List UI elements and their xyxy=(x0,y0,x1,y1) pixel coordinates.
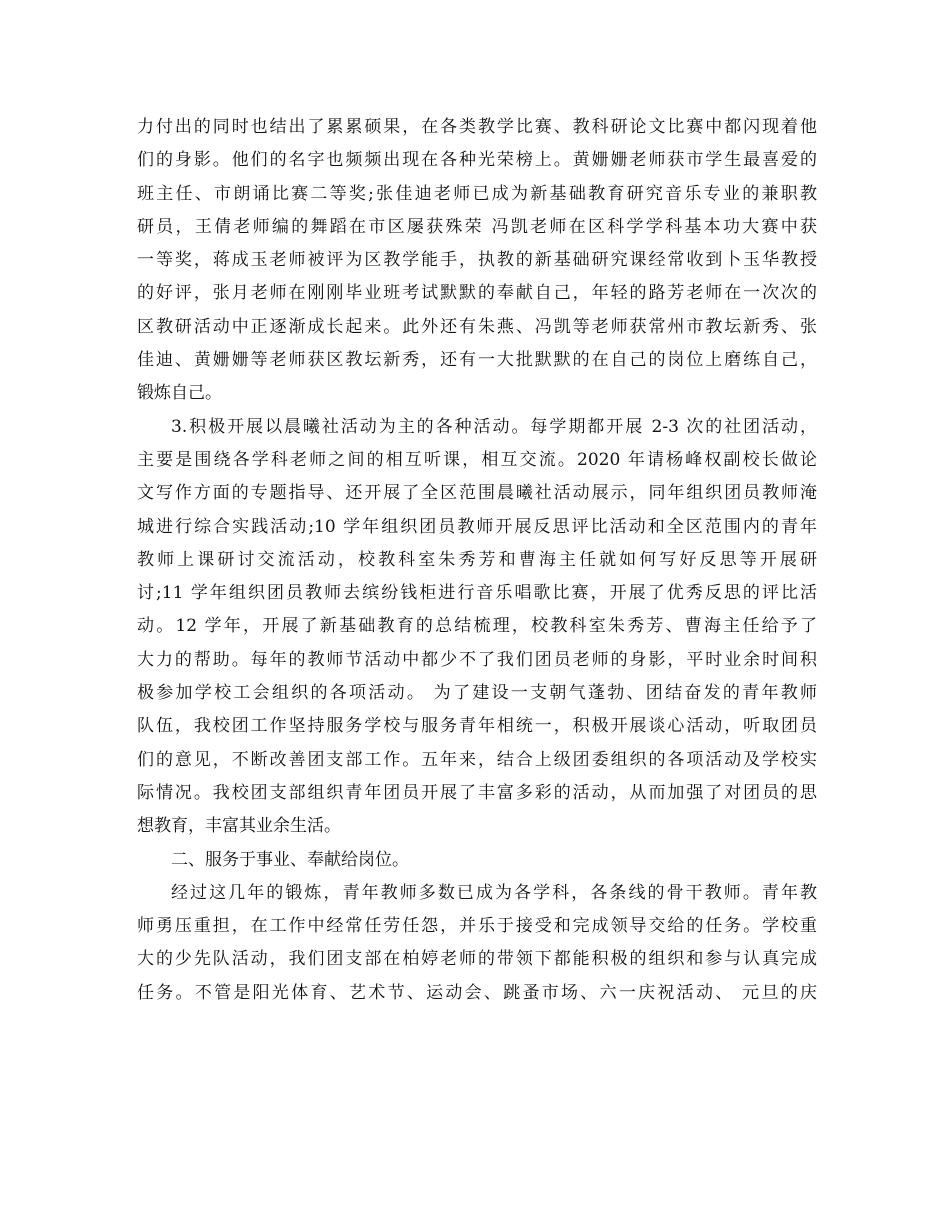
paragraph-service xyxy=(137,877,817,1010)
text-line: 文写作方面的专题指导、还开展了全区范围晨曦社活动展示，同年组织团员教师淹 xyxy=(137,483,817,504)
text-line: 想教育，丰富其业余生活。 xyxy=(137,816,341,837)
text-line: 动。12 学年，开展了新基础教育的总结梳理，校教科室朱秀芳、曹海主任给予了 xyxy=(137,616,817,637)
document-body xyxy=(137,111,817,1010)
text-line: 力付出的同时也结出了累累硕果，在各类教学比赛、教科研论文比赛中都闪现着他 xyxy=(137,117,817,137)
text-line: 讨;11 学年组织团员教师去缤纷钱柜进行音乐唱歌比赛，开展了优秀反思的评比活 xyxy=(137,583,817,604)
text-line: 一等奖，蒋成玉老师被评为区教学能手，执教的新基础研究课经常收到卜玉华教授 xyxy=(137,250,817,271)
paragraph-activities xyxy=(137,411,817,844)
paragraph-achievements xyxy=(137,111,817,411)
text-line: 经过这几年的锻炼，青年教师多数已成为各学科，各条线的骨干教师。青年教 xyxy=(171,882,817,903)
text-line: 师勇压重担，在工作中经常任劳任怨，并乐于接受和完成领导交给的任务。学校重 xyxy=(137,916,817,937)
text-line: 大力的帮助。每年的教师节活动中都少不了我们团员老师的身影，平时业余时间积 xyxy=(137,649,817,670)
text-line: 们的意见，不断改善团支部工作。五年来，结合上级团委组织的各项活动及学校实 xyxy=(137,749,817,770)
text-line: 区教研活动中正逐渐成长起来。此外还有朱燕、冯凯等老师获常州市教坛新秀、张 xyxy=(137,316,817,337)
section-heading xyxy=(137,844,817,877)
text-line: 们的身影。他们的名字也频频出现在各种光荣榜上。黄姗姗老师获市学生最喜爱的 xyxy=(137,150,817,171)
text-line: 队伍，我校团工作坚持服务学校与服务青年相统一，积极开展谈心活动，听取团员 xyxy=(137,716,817,737)
text-line: 锻炼自己。 xyxy=(137,383,222,404)
text-line: 际情况。我校团支部组织青年团员开展了丰富多彩的活动，从而加强了对团员的思 xyxy=(137,782,817,803)
text-line: 班主任、市朗诵比赛二等奖;张佳迪老师已成为新基础教育研究音乐专业的兼职教 xyxy=(137,183,817,204)
heading-line: 二、服务于事业、奉献给岗位。 xyxy=(171,849,409,870)
text-line: 研员，王倩老师编的舞蹈在市区屡获殊荣 冯凯老师在区科学学科基本功大赛中获 xyxy=(137,216,817,237)
text-line: 任务。不管是阳光体育、艺术节、运动会、跳蚤市场、六一庆祝活动、 元旦的庆 xyxy=(137,982,817,1003)
text-line: 极参加学校工会组织的各项活动。 为了建设一支朝气蓬勃、团结奋发的青年教师 xyxy=(137,683,817,704)
text-line: 教师上课研讨交流活动，校教科室朱秀芳和曹海主任就如何写好反思等开展研 xyxy=(137,549,817,570)
text-line: 佳迪、黄姗姗等老师获区教坛新秀，还有一大批默默的在自己的岗位上磨练自己， xyxy=(137,350,817,371)
text-line: 城进行综合实践活动;10 学年组织团员教师开展反思评比活动和全区范围内的青年 xyxy=(137,516,817,537)
text-line: 的好评，张月老师在刚刚毕业班考试默默的奉献自己，年轻的路芳老师在一次次的 xyxy=(137,283,817,304)
text-line: 3.积极开展以晨曦社活动为主的各种活动。每学期都开展 2-3 次的社团活动， xyxy=(171,416,817,437)
text-line: 主要是围绕各学科老师之间的相互听课，相互交流。2020 年请杨峰权副校长做论 xyxy=(137,449,817,470)
text-line: 大的少先队活动，我们团支部在柏婷老师的带领下都能积极的组织和参与认真完成 xyxy=(137,949,817,970)
